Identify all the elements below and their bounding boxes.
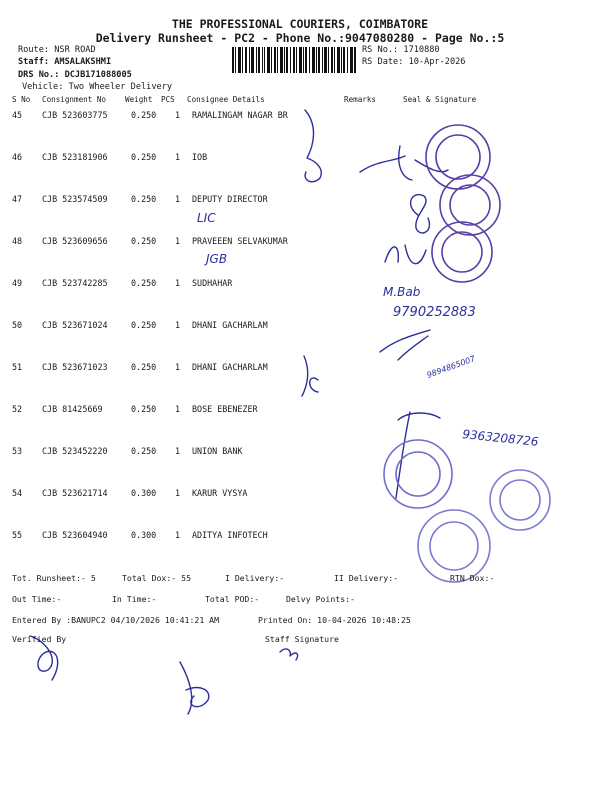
- table-row: [12, 362, 600, 376]
- seal-stamp: [418, 510, 490, 582]
- row-weight: 0.250: [131, 446, 157, 456]
- row-consignee: ADITYA INFOTECH: [192, 530, 268, 540]
- row-consignee: PRAVEEEN SELVAKUMAR: [192, 236, 288, 246]
- verified-by-label: Verified By: [12, 634, 67, 644]
- table-row: [12, 320, 600, 334]
- i-delivery: I Delivery:-: [225, 573, 285, 583]
- col-header-remarks: Remarks: [344, 95, 377, 104]
- table-row: [12, 446, 600, 460]
- row-weight: 0.250: [131, 320, 157, 330]
- total-pod: Total POD:-: [205, 594, 260, 604]
- row-sno: 53: [12, 446, 23, 456]
- row-consignee: SUDHAHAR: [192, 278, 233, 288]
- row-sno: 49: [12, 278, 23, 288]
- table-row: [12, 488, 600, 502]
- col-header-sno: S No: [12, 95, 31, 104]
- handwritten-note: 9894865007: [425, 354, 477, 380]
- ii-delivery: II Delivery:-: [334, 573, 399, 583]
- row-consignment: CJB 523742285: [42, 278, 108, 288]
- table-row: [12, 530, 600, 544]
- staff-signature-label: Staff Signature: [265, 634, 339, 644]
- delvy-points: Delvy Points:-: [286, 594, 356, 604]
- row-consignee: BOSE EBENEZER: [192, 404, 258, 414]
- col-header-consignment: Consignment No: [42, 95, 107, 104]
- row-pcs: 1: [175, 320, 181, 330]
- route-label: Route: NSR ROAD: [18, 45, 96, 55]
- col-header-consignee: Consignee Details: [187, 95, 265, 104]
- staff-label: Staff: AMSALAKSHMI: [18, 57, 112, 67]
- vehicle-label: Vehicle: Two Wheeler Delivery: [22, 82, 173, 92]
- row-sno: 48: [12, 236, 23, 246]
- total-dox: Total Dox:- 55: [122, 573, 192, 583]
- row-pcs: 1: [175, 110, 181, 120]
- row-consignee: KARUR VYSYA: [192, 488, 248, 498]
- row-pcs: 1: [175, 362, 181, 372]
- handwritten-note: 9363208726: [461, 427, 540, 449]
- row-consignment: CJB 523671023: [42, 362, 108, 372]
- row-consignment: CJB 523604940: [42, 530, 108, 540]
- table-row: [12, 236, 600, 250]
- rs-number: RS No.: 1710880: [362, 45, 440, 55]
- row-pcs: 1: [175, 194, 181, 204]
- row-pcs: 1: [175, 404, 181, 414]
- printed-on: Printed On: 10-04-2026 10:48:25: [258, 615, 411, 625]
- entered-by: Entered By :BANUPC2 04/10/2026 10:41:21 AM: [12, 615, 220, 625]
- company-title: THE PROFESSIONAL COURIERS, COIMBATORE: [171, 17, 429, 31]
- row-weight: 0.250: [131, 404, 157, 414]
- row-weight: 0.250: [131, 152, 157, 162]
- row-consignee: RAMALINGAM NAGAR BR: [192, 110, 288, 120]
- row-weight: 0.250: [131, 362, 157, 372]
- table-row: [12, 404, 600, 418]
- row-consignment: CJB 523671024: [42, 320, 108, 330]
- handwritten-note: 9790252883: [393, 305, 476, 320]
- barcode-icon: [232, 47, 356, 73]
- row-pcs: 1: [175, 488, 181, 498]
- col-header-seal: Seal & Signature: [403, 95, 477, 104]
- handwritten-note: M.Bab: [383, 285, 421, 299]
- row-consignment: CJB 523603775: [42, 110, 108, 120]
- row-pcs: 1: [175, 530, 181, 540]
- row-weight: 0.300: [131, 488, 157, 498]
- row-sno: 52: [12, 404, 23, 414]
- handwritten-note: LIC: [197, 211, 216, 225]
- row-consignee: DHANI GACHARLAM: [192, 362, 268, 372]
- row-consignee: DHANI GACHARLAM: [192, 320, 268, 330]
- staff-signature-mark: [280, 649, 298, 660]
- row-weight: 0.250: [131, 236, 157, 246]
- col-header-weight: Weight: [125, 95, 153, 104]
- row-consignment: CJB 523574509: [42, 194, 108, 204]
- in-time: In Time:-: [112, 594, 157, 604]
- row-consignee: IOB: [192, 152, 208, 162]
- row-consignee: UNION BANK: [192, 446, 243, 456]
- row-pcs: 1: [175, 278, 181, 288]
- row-sno: 45: [12, 110, 23, 120]
- row-pcs: 1: [175, 152, 181, 162]
- row-sno: 51: [12, 362, 23, 372]
- table-row: [12, 110, 600, 124]
- out-time: Out Time:-: [12, 594, 62, 604]
- row-pcs: 1: [175, 446, 181, 456]
- row-weight: 0.250: [131, 194, 157, 204]
- row-sno: 55: [12, 530, 23, 540]
- row-consignee: DEPUTY DIRECTOR: [192, 194, 268, 204]
- row-sno: 46: [12, 152, 23, 162]
- row-weight: 0.300: [131, 530, 157, 540]
- row-sno: 54: [12, 488, 23, 498]
- table-row: [12, 194, 600, 208]
- total-runsheet: Tot. Runsheet:- 5: [12, 573, 96, 583]
- staff-signature-mark: [180, 662, 209, 714]
- row-sno: 47: [12, 194, 23, 204]
- rs-date: RS Date: 10-Apr-2026: [362, 57, 466, 67]
- table-row: [12, 152, 600, 166]
- rtn-dox: RTN Dox:-: [450, 573, 495, 583]
- table-row: [12, 278, 600, 292]
- seal-stamp: [432, 222, 492, 282]
- row-consignment: CJB 523609656: [42, 236, 108, 246]
- row-consignment: CJB 523452220: [42, 446, 108, 456]
- runsheet-subtitle: Delivery Runsheet - PC2 - Phone No.:9047080280 - Page No.:5: [95, 31, 505, 45]
- row-sno: 50: [12, 320, 23, 330]
- row-pcs: 1: [175, 236, 181, 246]
- row-weight: 0.250: [131, 110, 157, 120]
- row-weight: 0.250: [131, 278, 157, 288]
- row-consignment: CJB 523181906: [42, 152, 108, 162]
- signature-mark: [380, 330, 430, 360]
- col-header-pcs: PCS: [161, 95, 175, 104]
- handwritten-note: JGB: [206, 252, 228, 266]
- row-consignment: CJB 81425669: [42, 404, 103, 414]
- row-consignment: CJB 523621714: [42, 488, 108, 498]
- drs-label: DRS No.: DCJB171088005: [18, 70, 132, 80]
